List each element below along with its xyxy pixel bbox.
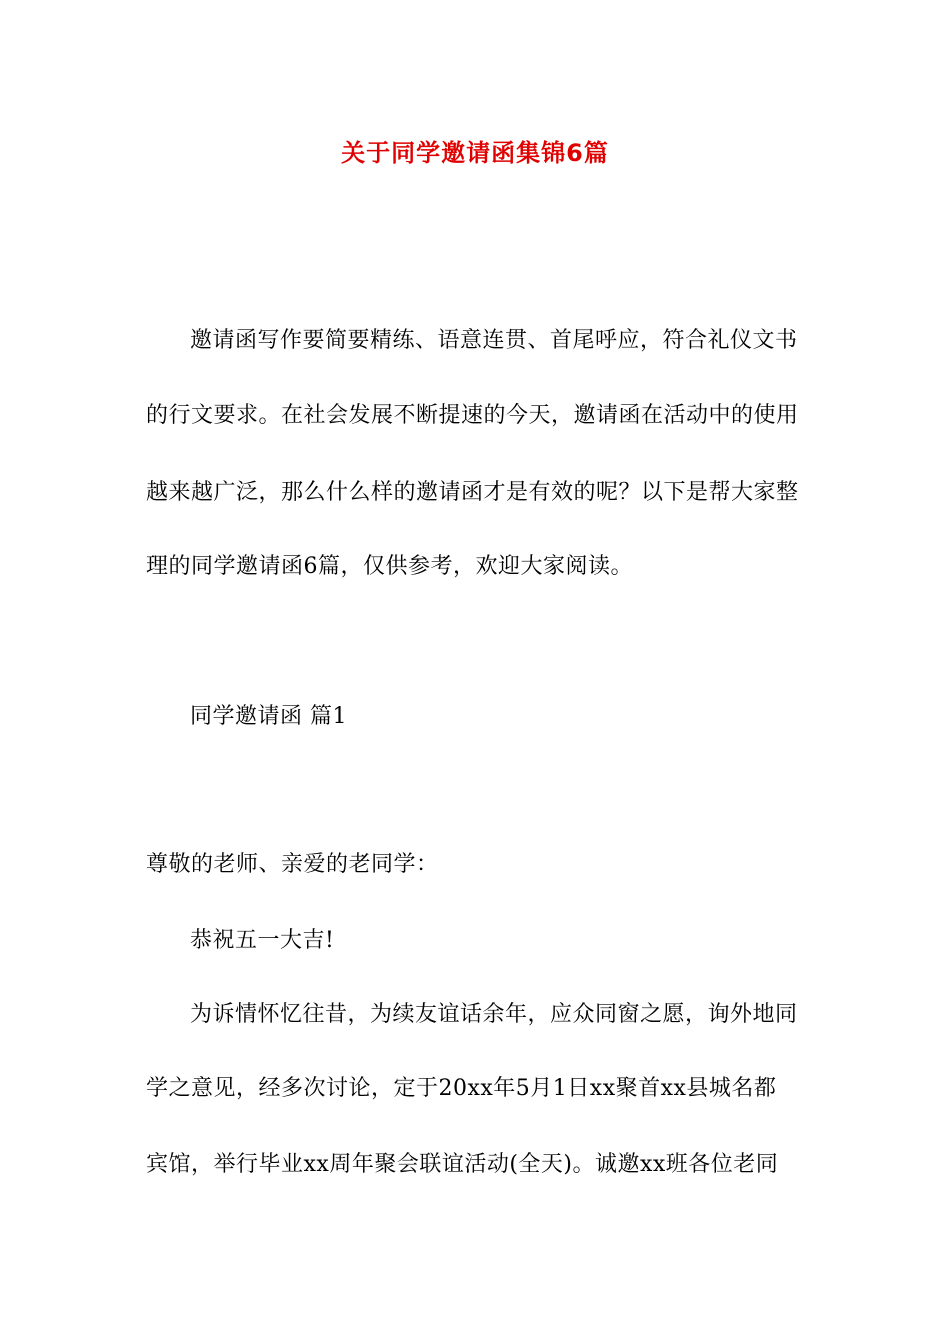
body-line-1: 为诉情怀忆往昔，为续友谊话余年，应众同窗之愿，询外地同 — [190, 1002, 798, 1027]
intro-line-4: 理的同学邀请函6篇，仅供参考，欢迎大家阅读。 — [146, 554, 633, 579]
document-title: 关于同学邀请函集锦6篇 — [341, 139, 609, 167]
body-line-3: 宾馆，举行毕业xx周年聚会联谊活动(全天)。诚邀xx班各位老同 — [146, 1152, 779, 1177]
intro-line-2: 的行文要求。在社会发展不断提速的今天，邀请函在活动中的使用 — [146, 403, 799, 428]
intro-line-3: 越来越广泛，那么什么样的邀请函才是有效的呢？以下是帮大家整 — [146, 480, 799, 505]
greeting: 恭祝五一大吉! — [190, 928, 335, 953]
intro-line-1: 邀请函写作要简要精练、语意连贯、首尾呼应，符合礼仪文书 — [190, 328, 798, 353]
salutation: 尊敬的老师、亲爱的老同学： — [146, 852, 439, 877]
section-heading: 同学邀请函 篇1 — [190, 704, 347, 729]
body-line-2: 学之意见，经多次讨论，定于20xx年5月1日xx聚首xx县城名都 — [146, 1076, 777, 1101]
